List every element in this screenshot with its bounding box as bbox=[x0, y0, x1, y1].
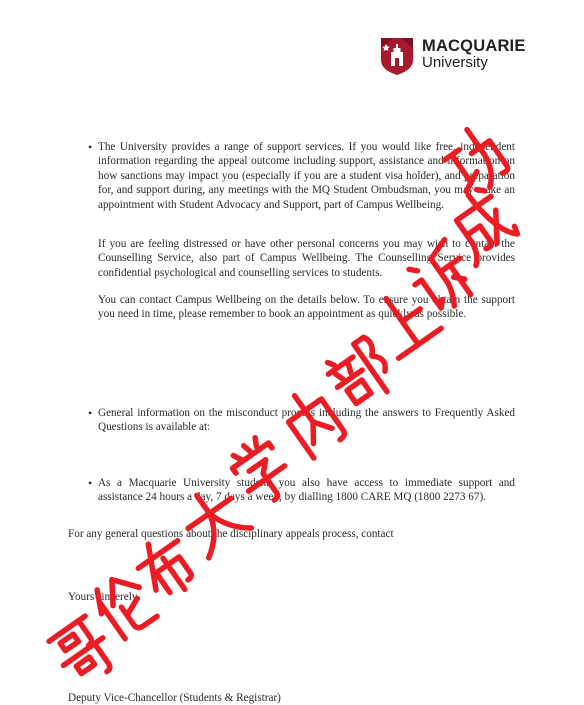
bullet-dot: • bbox=[88, 406, 93, 420]
logo-subtitle: University bbox=[422, 54, 488, 71]
bullet-dot: • bbox=[88, 140, 93, 154]
signatory-title: Deputy Vice-Chancellor (Students & Registrar) bbox=[68, 692, 281, 704]
university-crest-icon bbox=[379, 36, 415, 76]
general-questions-line: For any general questions about the disciplinary appeals process, contact bbox=[68, 528, 394, 540]
care-line-paragraph: As a Macquarie University student, you also have access to immediate support and assistance 24 hours a day, 7 days a week, by dialling 1800 CARE MQ (1800 2273 67). bbox=[98, 477, 515, 504]
bullet-dot: • bbox=[88, 476, 93, 490]
closing-line: Yours sincerely bbox=[68, 591, 138, 603]
counselling-paragraph: If you are feeling distressed or have other personal concerns you may wish to contact the Counselling Service, also part of Campus Wellbeing. The Counselling Service provides confidential psychological and counselling services to students. bbox=[98, 238, 515, 279]
logo-name: MACQUARIE bbox=[422, 37, 526, 55]
campus-wellbeing-paragraph: You can contact Campus Wellbeing on the details below. To ensure you obtain the support you need in time, please remember to book an appointment as quickly as possible. bbox=[98, 294, 515, 321]
misconduct-info-paragraph: General information on the misconduct process including the answers to Frequently Asked Questions is available at: bbox=[98, 407, 515, 434]
support-services-paragraph: The University provides a range of support services. If you would like free, independent information regarding the appeal outcome including support, assistance and information on how sanctions may impact you (especially if you are a student visa holder), and preparation for, and support during, any meetings with the MQ Student Ombudsman, you may make an appointment with Student Advocacy and Support, part of Campus Wellbeing. bbox=[98, 141, 515, 211]
